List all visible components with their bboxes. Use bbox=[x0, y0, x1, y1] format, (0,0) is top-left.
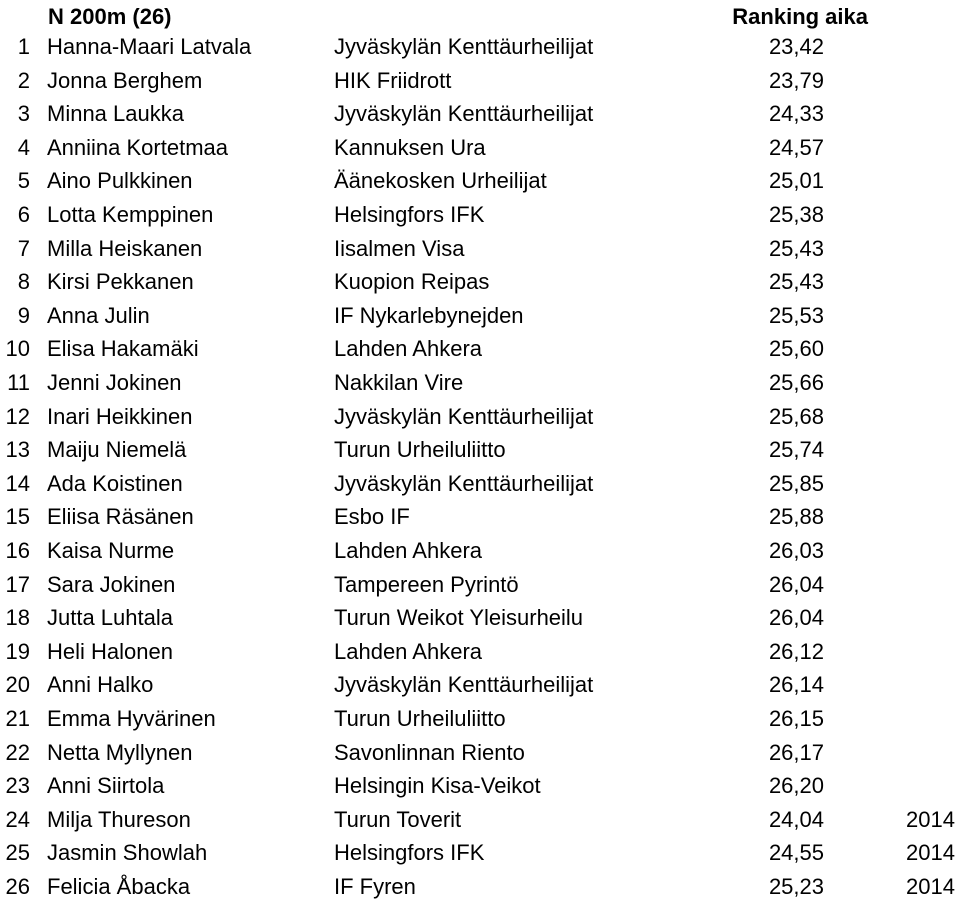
rank-cell: 9 bbox=[17, 302, 30, 328]
club-name: Jyväskylän Kenttäurheilijat bbox=[334, 101, 594, 127]
table-row bbox=[0, 400, 960, 434]
year-cell bbox=[860, 299, 955, 333]
table-row bbox=[0, 467, 960, 501]
ranking-time: 24,04 bbox=[768, 806, 824, 832]
rank-cell: 11 bbox=[7, 370, 30, 395]
table-row bbox=[0, 265, 960, 299]
year-cell bbox=[860, 736, 955, 770]
table-row bbox=[0, 232, 960, 266]
year-cell: 2014 bbox=[906, 874, 955, 899]
rank-cell: 18 bbox=[5, 605, 30, 631]
year-cell bbox=[860, 232, 955, 266]
event-title: N 200m (26) bbox=[48, 4, 172, 29]
year-cell bbox=[860, 64, 955, 98]
rank-cell: 5 bbox=[17, 168, 30, 194]
athlete-name: Milla Heiskanen bbox=[47, 235, 203, 261]
ranking-time: 25,68 bbox=[768, 403, 824, 429]
club-name: Helsingfors IFK bbox=[334, 840, 485, 866]
rank-cell: 1 bbox=[17, 34, 30, 59]
year-cell bbox=[860, 366, 955, 400]
table-row bbox=[0, 736, 960, 770]
club-name: Helsingfors IFK bbox=[334, 202, 485, 227]
year-cell bbox=[860, 265, 955, 299]
rank-cell: 14 bbox=[5, 470, 30, 496]
year-cell: 2014 bbox=[906, 840, 955, 866]
year-cell bbox=[860, 601, 955, 635]
athlete-name: Netta Myllynen bbox=[47, 739, 193, 765]
club-name: IF Fyren bbox=[334, 874, 416, 899]
athlete-name: Maiju Niemelä bbox=[47, 437, 187, 463]
athlete-name: Aino Pulkkinen bbox=[47, 168, 193, 194]
athlete-name: Anni Siirtola bbox=[47, 773, 165, 799]
ranking-time: 25,66 bbox=[768, 370, 824, 395]
rank-cell: 26 bbox=[5, 874, 30, 899]
ranking-time: 24,55 bbox=[768, 840, 824, 866]
table-row bbox=[0, 198, 960, 232]
ranking-time: 25,23 bbox=[768, 874, 824, 899]
rank-cell: 17 bbox=[5, 571, 30, 597]
table-row bbox=[0, 433, 960, 467]
club-name: Kuopion Reipas bbox=[334, 269, 490, 295]
ranking-time: 24,33 bbox=[768, 101, 824, 127]
club-name: Turun Weikot Yleisurheilu bbox=[334, 605, 584, 631]
rank-cell: 16 bbox=[5, 538, 30, 563]
club-name: Tampereen Pyrintö bbox=[334, 571, 519, 597]
athlete-name: Minna Laukka bbox=[47, 101, 184, 127]
ranking-time: 25,01 bbox=[768, 168, 824, 194]
ranking-time-header: Ranking aika bbox=[732, 4, 868, 29]
rank-cell: 24 bbox=[5, 806, 30, 832]
athlete-name: Jutta Luhtala bbox=[47, 605, 173, 631]
year-cell bbox=[860, 702, 955, 736]
athlete-name: Eliisa Räsänen bbox=[47, 504, 194, 530]
athlete-name: Sara Jokinen bbox=[47, 571, 176, 597]
ranking-time: 26,03 bbox=[768, 538, 824, 563]
rank-cell: 21 bbox=[5, 706, 30, 731]
rank-cell: 25 bbox=[5, 840, 30, 866]
table-row bbox=[0, 299, 960, 333]
year-cell bbox=[860, 30, 955, 64]
table-row bbox=[0, 366, 960, 400]
table-row bbox=[0, 702, 960, 736]
club-name: Jyväskylän Kenttäurheilijat bbox=[334, 672, 594, 698]
athlete-name: Anna Julin bbox=[47, 302, 150, 328]
table-row bbox=[0, 534, 960, 568]
ranking-time: 26,04 bbox=[768, 605, 824, 631]
rank-cell: 3 bbox=[17, 101, 30, 127]
table-row bbox=[0, 668, 960, 702]
year-cell bbox=[860, 97, 955, 131]
year-cell bbox=[860, 769, 955, 803]
rank-cell: 20 bbox=[5, 672, 30, 698]
ranking-time: 26,20 bbox=[768, 773, 824, 799]
athlete-name: Jonna Berghem bbox=[47, 67, 203, 93]
club-name: Iisalmen Visa bbox=[334, 235, 465, 261]
table-row bbox=[0, 601, 960, 635]
table-row bbox=[0, 131, 960, 165]
athlete-name: Jasmin Showlah bbox=[47, 840, 208, 866]
table-row bbox=[0, 836, 960, 870]
ranking-time: 26,17 bbox=[768, 739, 824, 765]
ranking-time: 26,15 bbox=[768, 706, 824, 731]
rank-cell: 23 bbox=[5, 773, 30, 799]
table-row bbox=[0, 500, 960, 534]
rank-cell: 19 bbox=[5, 638, 30, 664]
year-cell bbox=[860, 534, 955, 568]
athlete-name: Elisa Hakamäki bbox=[47, 336, 199, 362]
club-name: Esbo IF bbox=[334, 504, 410, 530]
rank-cell: 22 bbox=[5, 739, 30, 765]
athlete-name: Kaisa Nurme bbox=[47, 538, 175, 563]
club-name: Lahden Ahkera bbox=[334, 638, 483, 664]
rank-cell: 8 bbox=[17, 269, 30, 295]
ranking-time: 25,60 bbox=[768, 336, 824, 362]
athlete-name: Jenni Jokinen bbox=[47, 370, 182, 395]
ranking-time: 25,88 bbox=[768, 504, 824, 530]
club-name: Turun Urheiluliitto bbox=[334, 437, 506, 463]
rank-cell: 13 bbox=[5, 437, 30, 463]
ranking-time: 26,14 bbox=[768, 672, 824, 698]
table-row bbox=[0, 332, 960, 366]
header-row bbox=[0, 0, 960, 34]
rank-cell: 6 bbox=[17, 202, 30, 227]
table-row bbox=[0, 568, 960, 602]
ranking-time: 26,12 bbox=[768, 638, 824, 664]
club-name: Savonlinnan Riento bbox=[334, 739, 525, 765]
rank-cell: 12 bbox=[5, 403, 30, 429]
club-name: Turun Urheiluliitto bbox=[334, 706, 506, 731]
ranking-time: 25,38 bbox=[768, 202, 824, 227]
year-cell bbox=[860, 131, 955, 165]
table-row bbox=[0, 30, 960, 64]
table-row bbox=[0, 97, 960, 131]
rank-cell: 15 bbox=[5, 504, 30, 530]
year-cell bbox=[860, 198, 955, 232]
year-cell bbox=[860, 332, 955, 366]
club-name: HIK Friidrott bbox=[334, 67, 452, 93]
ranking-time: 23,42 bbox=[768, 34, 824, 59]
athlete-name: Anni Halko bbox=[47, 672, 154, 698]
rank-cell: 7 bbox=[17, 235, 30, 261]
ranking-time: 23,79 bbox=[768, 67, 824, 93]
year-cell bbox=[860, 400, 955, 434]
year-cell bbox=[860, 467, 955, 501]
club-name: Helsingin Kisa-Veikot bbox=[334, 773, 541, 799]
table-row bbox=[0, 635, 960, 669]
year-cell bbox=[860, 500, 955, 534]
athlete-name: Heli Halonen bbox=[47, 638, 173, 664]
table-row bbox=[0, 64, 960, 98]
rank-cell: 4 bbox=[17, 134, 30, 160]
ranking-time: 26,04 bbox=[768, 571, 824, 597]
ranking-time: 25,74 bbox=[768, 437, 824, 463]
club-name: Äänekosken Urheilijat bbox=[334, 168, 547, 194]
year-cell bbox=[860, 164, 955, 198]
athlete-name: Kirsi Pekkanen bbox=[47, 269, 194, 295]
club-name: Nakkilan Vire bbox=[334, 370, 464, 395]
club-name: Jyväskylän Kenttäurheilijat bbox=[334, 470, 594, 496]
ranking-time: 25,53 bbox=[768, 302, 824, 328]
year-cell bbox=[860, 568, 955, 602]
club-name: Turun Toverit bbox=[334, 806, 462, 832]
table-row bbox=[0, 164, 960, 198]
club-name: Jyväskylän Kenttäurheilijat bbox=[334, 34, 594, 59]
year-cell bbox=[860, 433, 955, 467]
ranking-time: 25,43 bbox=[768, 269, 824, 295]
ranking-time: 25,43 bbox=[768, 235, 824, 261]
year-cell: 2014 bbox=[906, 806, 955, 832]
table-row bbox=[0, 803, 960, 837]
club-name: Lahden Ahkera bbox=[334, 336, 483, 362]
athlete-name: Felicia Åbacka bbox=[47, 874, 191, 899]
athlete-name: Anniina Kortetmaa bbox=[47, 134, 228, 160]
club-name: Kannuksen Ura bbox=[334, 134, 486, 160]
club-name: Jyväskylän Kenttäurheilijat bbox=[334, 403, 594, 429]
athlete-name: Milja Thureson bbox=[47, 806, 191, 832]
athlete-name: Lotta Kemppinen bbox=[47, 202, 214, 227]
athlete-name: Emma Hyvärinen bbox=[47, 706, 216, 731]
ranking-time: 25,85 bbox=[768, 470, 824, 496]
table-row bbox=[0, 769, 960, 803]
year-cell bbox=[860, 668, 955, 702]
athlete-name: Ada Koistinen bbox=[47, 470, 183, 496]
athlete-name: Hanna-Maari Latvala bbox=[47, 34, 252, 59]
table-row bbox=[0, 870, 960, 904]
year-cell bbox=[860, 635, 955, 669]
athlete-name: Inari Heikkinen bbox=[47, 403, 193, 429]
rank-cell: 10 bbox=[5, 336, 30, 362]
ranking-time: 24,57 bbox=[768, 134, 824, 160]
rank-cell: 2 bbox=[17, 67, 30, 93]
club-name: IF Nykarlebynejden bbox=[334, 302, 524, 328]
club-name: Lahden Ahkera bbox=[334, 538, 483, 563]
